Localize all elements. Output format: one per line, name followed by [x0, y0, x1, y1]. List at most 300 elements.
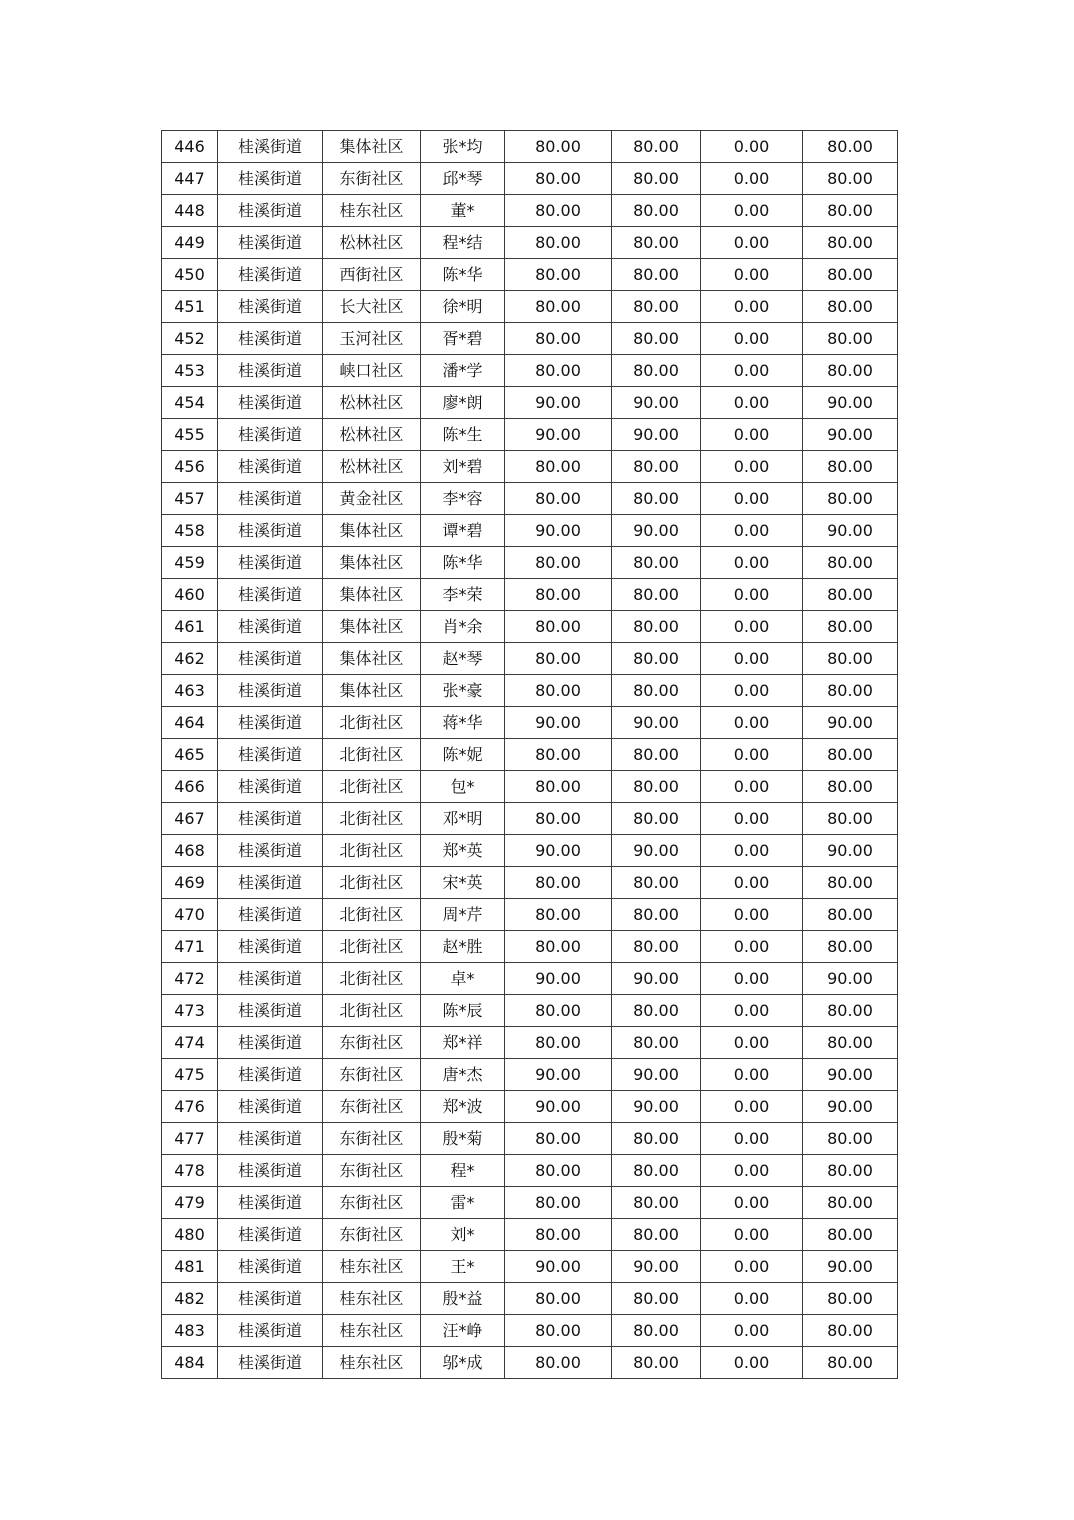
amount-1-cell: 80.00: [505, 259, 612, 291]
name-cell: 邱*琴: [421, 163, 505, 195]
amount-1-cell: 90.00: [505, 419, 612, 451]
amount-1-cell: 80.00: [505, 1123, 612, 1155]
name-cell: 陈*辰: [421, 995, 505, 1027]
serial-number-cell: 480: [162, 1219, 218, 1251]
amount-1-cell: 80.00: [505, 547, 612, 579]
amount-4-cell: 90.00: [803, 707, 898, 739]
street-cell: 桂溪街道: [218, 323, 323, 355]
amount-2-cell: 80.00: [612, 995, 701, 1027]
community-cell: 北街社区: [323, 739, 421, 771]
amount-2-cell: 80.00: [612, 1123, 701, 1155]
amount-3-cell: 0.00: [701, 1347, 803, 1379]
amount-4-cell: 80.00: [803, 1187, 898, 1219]
amount-2-cell: 90.00: [612, 707, 701, 739]
amount-2-cell: 80.00: [612, 547, 701, 579]
amount-3-cell: 0.00: [701, 355, 803, 387]
street-cell: 桂溪街道: [218, 451, 323, 483]
table-row: [162, 899, 898, 931]
table-row: [162, 291, 898, 323]
community-cell: 北街社区: [323, 963, 421, 995]
community-cell: 北街社区: [323, 867, 421, 899]
table-row: [162, 131, 898, 163]
community-cell: 长大社区: [323, 291, 421, 323]
street-cell: 桂溪街道: [218, 771, 323, 803]
name-cell: 郑*波: [421, 1091, 505, 1123]
table-row: [162, 1155, 898, 1187]
name-cell: 殷*菊: [421, 1123, 505, 1155]
amount-3-cell: 0.00: [701, 1283, 803, 1315]
table-row: [162, 515, 898, 547]
serial-number-cell: 460: [162, 579, 218, 611]
name-cell: 刘*: [421, 1219, 505, 1251]
amount-1-cell: 80.00: [505, 227, 612, 259]
street-cell: 桂溪街道: [218, 387, 323, 419]
amount-4-cell: 80.00: [803, 899, 898, 931]
amount-4-cell: 80.00: [803, 1315, 898, 1347]
amount-4-cell: 80.00: [803, 1155, 898, 1187]
name-cell: 谭*碧: [421, 515, 505, 547]
community-cell: 桂东社区: [323, 1283, 421, 1315]
amount-3-cell: 0.00: [701, 899, 803, 931]
amount-1-cell: 80.00: [505, 355, 612, 387]
community-cell: 北街社区: [323, 835, 421, 867]
community-cell: 东街社区: [323, 1219, 421, 1251]
community-cell: 集体社区: [323, 547, 421, 579]
amount-3-cell: 0.00: [701, 931, 803, 963]
name-cell: 陈*华: [421, 547, 505, 579]
amount-1-cell: 90.00: [505, 1091, 612, 1123]
amount-2-cell: 80.00: [612, 1155, 701, 1187]
table-row: [162, 803, 898, 835]
amount-3-cell: 0.00: [701, 547, 803, 579]
amount-3-cell: 0.00: [701, 1219, 803, 1251]
serial-number-cell: 467: [162, 803, 218, 835]
amount-4-cell: 80.00: [803, 323, 898, 355]
street-cell: 桂溪街道: [218, 1091, 323, 1123]
street-cell: 桂溪街道: [218, 1123, 323, 1155]
street-cell: 桂溪街道: [218, 835, 323, 867]
community-cell: 松林社区: [323, 419, 421, 451]
amount-3-cell: 0.00: [701, 579, 803, 611]
street-cell: 桂溪街道: [218, 515, 323, 547]
community-cell: 集体社区: [323, 611, 421, 643]
street-cell: 桂溪街道: [218, 163, 323, 195]
amount-1-cell: 80.00: [505, 995, 612, 1027]
name-cell: 雷*: [421, 1187, 505, 1219]
name-cell: 唐*杰: [421, 1059, 505, 1091]
community-cell: 桂东社区: [323, 195, 421, 227]
name-cell: 包*: [421, 771, 505, 803]
amount-2-cell: 90.00: [612, 1091, 701, 1123]
amount-2-cell: 80.00: [612, 1219, 701, 1251]
amount-2-cell: 80.00: [612, 227, 701, 259]
serial-number-cell: 468: [162, 835, 218, 867]
name-cell: 胥*碧: [421, 323, 505, 355]
community-cell: 峡口社区: [323, 355, 421, 387]
serial-number-cell: 477: [162, 1123, 218, 1155]
amount-3-cell: 0.00: [701, 1123, 803, 1155]
amount-1-cell: 80.00: [505, 1315, 612, 1347]
serial-number-cell: 465: [162, 739, 218, 771]
serial-number-cell: 479: [162, 1187, 218, 1219]
amount-2-cell: 80.00: [612, 1283, 701, 1315]
table-row: [162, 1347, 898, 1379]
amount-1-cell: 80.00: [505, 1347, 612, 1379]
serial-number-cell: 452: [162, 323, 218, 355]
serial-number-cell: 469: [162, 867, 218, 899]
amount-2-cell: 80.00: [612, 739, 701, 771]
name-cell: 程*结: [421, 227, 505, 259]
amount-2-cell: 80.00: [612, 163, 701, 195]
amount-4-cell: 90.00: [803, 1091, 898, 1123]
community-cell: 桂东社区: [323, 1251, 421, 1283]
amount-1-cell: 80.00: [505, 1283, 612, 1315]
amount-1-cell: 80.00: [505, 1219, 612, 1251]
amount-1-cell: 80.00: [505, 739, 612, 771]
name-cell: 肖*余: [421, 611, 505, 643]
amount-3-cell: 0.00: [701, 515, 803, 547]
amount-2-cell: 90.00: [612, 1059, 701, 1091]
serial-number-cell: 474: [162, 1027, 218, 1059]
amount-3-cell: 0.00: [701, 867, 803, 899]
street-cell: 桂溪街道: [218, 355, 323, 387]
amount-2-cell: 80.00: [612, 899, 701, 931]
street-cell: 桂溪街道: [218, 899, 323, 931]
amount-2-cell: 90.00: [612, 387, 701, 419]
name-cell: 赵*琴: [421, 643, 505, 675]
amount-3-cell: 0.00: [701, 291, 803, 323]
serial-number-cell: 476: [162, 1091, 218, 1123]
amount-3-cell: 0.00: [701, 483, 803, 515]
serial-number-cell: 464: [162, 707, 218, 739]
street-cell: 桂溪街道: [218, 1347, 323, 1379]
data-table: [161, 130, 898, 1379]
community-cell: 松林社区: [323, 387, 421, 419]
amount-4-cell: 80.00: [803, 867, 898, 899]
street-cell: 桂溪街道: [218, 1251, 323, 1283]
amount-3-cell: 0.00: [701, 835, 803, 867]
serial-number-cell: 470: [162, 899, 218, 931]
table-row: [162, 195, 898, 227]
name-cell: 周*芹: [421, 899, 505, 931]
street-cell: 桂溪街道: [218, 227, 323, 259]
amount-1-cell: 90.00: [505, 835, 612, 867]
amount-2-cell: 80.00: [612, 771, 701, 803]
amount-1-cell: 80.00: [505, 291, 612, 323]
amount-1-cell: 80.00: [505, 643, 612, 675]
community-cell: 黄金社区: [323, 483, 421, 515]
amount-4-cell: 80.00: [803, 771, 898, 803]
amount-2-cell: 80.00: [612, 675, 701, 707]
serial-number-cell: 475: [162, 1059, 218, 1091]
amount-4-cell: 80.00: [803, 1123, 898, 1155]
amount-3-cell: 0.00: [701, 803, 803, 835]
community-cell: 玉河社区: [323, 323, 421, 355]
amount-4-cell: 90.00: [803, 835, 898, 867]
amount-4-cell: 80.00: [803, 739, 898, 771]
community-cell: 东街社区: [323, 1027, 421, 1059]
community-cell: 北街社区: [323, 899, 421, 931]
amount-4-cell: 80.00: [803, 227, 898, 259]
street-cell: 桂溪街道: [218, 675, 323, 707]
amount-1-cell: 80.00: [505, 195, 612, 227]
street-cell: 桂溪街道: [218, 547, 323, 579]
amount-4-cell: 80.00: [803, 131, 898, 163]
street-cell: 桂溪街道: [218, 931, 323, 963]
name-cell: 陈*华: [421, 259, 505, 291]
street-cell: 桂溪街道: [218, 483, 323, 515]
name-cell: 徐*明: [421, 291, 505, 323]
serial-number-cell: 450: [162, 259, 218, 291]
name-cell: 刘*碧: [421, 451, 505, 483]
table-row: [162, 547, 898, 579]
community-cell: 集体社区: [323, 579, 421, 611]
table-row: [162, 867, 898, 899]
name-cell: 汪*峥: [421, 1315, 505, 1347]
name-cell: 程*: [421, 1155, 505, 1187]
street-cell: 桂溪街道: [218, 1059, 323, 1091]
amount-3-cell: 0.00: [701, 1091, 803, 1123]
amount-3-cell: 0.00: [701, 323, 803, 355]
serial-number-cell: 473: [162, 995, 218, 1027]
amount-2-cell: 80.00: [612, 579, 701, 611]
community-cell: 东街社区: [323, 1155, 421, 1187]
serial-number-cell: 484: [162, 1347, 218, 1379]
serial-number-cell: 478: [162, 1155, 218, 1187]
street-cell: 桂溪街道: [218, 579, 323, 611]
amount-4-cell: 80.00: [803, 1027, 898, 1059]
serial-number-cell: 471: [162, 931, 218, 963]
table-row: [162, 643, 898, 675]
table-row: [162, 163, 898, 195]
name-cell: 董*: [421, 195, 505, 227]
amount-3-cell: 0.00: [701, 259, 803, 291]
amount-3-cell: 0.00: [701, 643, 803, 675]
amount-3-cell: 0.00: [701, 675, 803, 707]
community-cell: 集体社区: [323, 675, 421, 707]
amount-1-cell: 90.00: [505, 1059, 612, 1091]
amount-4-cell: 90.00: [803, 963, 898, 995]
serial-number-cell: 455: [162, 419, 218, 451]
amount-4-cell: 80.00: [803, 451, 898, 483]
amount-3-cell: 0.00: [701, 1059, 803, 1091]
street-cell: 桂溪街道: [218, 259, 323, 291]
amount-4-cell: 90.00: [803, 419, 898, 451]
street-cell: 桂溪街道: [218, 963, 323, 995]
amount-3-cell: 0.00: [701, 611, 803, 643]
table-row: [162, 707, 898, 739]
amount-4-cell: 80.00: [803, 1347, 898, 1379]
amount-1-cell: 80.00: [505, 323, 612, 355]
amount-3-cell: 0.00: [701, 227, 803, 259]
table-row: [162, 1059, 898, 1091]
amount-1-cell: 80.00: [505, 899, 612, 931]
amount-1-cell: 90.00: [505, 707, 612, 739]
amount-1-cell: 80.00: [505, 1027, 612, 1059]
amount-3-cell: 0.00: [701, 451, 803, 483]
name-cell: 李*容: [421, 483, 505, 515]
table-row: [162, 1027, 898, 1059]
serial-number-cell: 481: [162, 1251, 218, 1283]
street-cell: 桂溪街道: [218, 291, 323, 323]
street-cell: 桂溪街道: [218, 867, 323, 899]
street-cell: 桂溪街道: [218, 739, 323, 771]
table-row: [162, 963, 898, 995]
amount-3-cell: 0.00: [701, 1155, 803, 1187]
amount-2-cell: 90.00: [612, 1251, 701, 1283]
amount-4-cell: 80.00: [803, 931, 898, 963]
table-row: [162, 579, 898, 611]
name-cell: 陈*妮: [421, 739, 505, 771]
table-row: [162, 675, 898, 707]
amount-3-cell: 0.00: [701, 1315, 803, 1347]
amount-2-cell: 80.00: [612, 195, 701, 227]
street-cell: 桂溪街道: [218, 707, 323, 739]
table-row: [162, 323, 898, 355]
serial-number-cell: 463: [162, 675, 218, 707]
amount-4-cell: 90.00: [803, 1059, 898, 1091]
amount-2-cell: 80.00: [612, 1187, 701, 1219]
amount-4-cell: 80.00: [803, 547, 898, 579]
amount-3-cell: 0.00: [701, 1251, 803, 1283]
amount-3-cell: 0.00: [701, 739, 803, 771]
serial-number-cell: 459: [162, 547, 218, 579]
table-body: [162, 131, 898, 1379]
amount-4-cell: 80.00: [803, 259, 898, 291]
amount-2-cell: 80.00: [612, 1347, 701, 1379]
community-cell: 桂东社区: [323, 1347, 421, 1379]
serial-number-cell: 454: [162, 387, 218, 419]
amount-1-cell: 90.00: [505, 1251, 612, 1283]
table-row: [162, 1187, 898, 1219]
community-cell: 北街社区: [323, 771, 421, 803]
amount-4-cell: 80.00: [803, 611, 898, 643]
serial-number-cell: 462: [162, 643, 218, 675]
amount-1-cell: 90.00: [505, 387, 612, 419]
amount-3-cell: 0.00: [701, 995, 803, 1027]
name-cell: 李*荣: [421, 579, 505, 611]
table-row: [162, 995, 898, 1027]
amount-2-cell: 80.00: [612, 451, 701, 483]
amount-1-cell: 80.00: [505, 803, 612, 835]
amount-1-cell: 80.00: [505, 611, 612, 643]
community-cell: 北街社区: [323, 707, 421, 739]
table-row: [162, 227, 898, 259]
community-cell: 松林社区: [323, 227, 421, 259]
serial-number-cell: 446: [162, 131, 218, 163]
community-cell: 北街社区: [323, 803, 421, 835]
name-cell: 张*豪: [421, 675, 505, 707]
amount-3-cell: 0.00: [701, 387, 803, 419]
serial-number-cell: 449: [162, 227, 218, 259]
name-cell: 殷*益: [421, 1283, 505, 1315]
amount-3-cell: 0.00: [701, 195, 803, 227]
amount-1-cell: 80.00: [505, 931, 612, 963]
street-cell: 桂溪街道: [218, 1155, 323, 1187]
street-cell: 桂溪街道: [218, 131, 323, 163]
serial-number-cell: 482: [162, 1283, 218, 1315]
amount-4-cell: 80.00: [803, 195, 898, 227]
serial-number-cell: 483: [162, 1315, 218, 1347]
amount-4-cell: 90.00: [803, 1251, 898, 1283]
amount-4-cell: 80.00: [803, 803, 898, 835]
amount-2-cell: 80.00: [612, 611, 701, 643]
community-cell: 东街社区: [323, 1091, 421, 1123]
community-cell: 集体社区: [323, 515, 421, 547]
amount-2-cell: 80.00: [612, 291, 701, 323]
table-row: [162, 611, 898, 643]
street-cell: 桂溪街道: [218, 419, 323, 451]
name-cell: 张*均: [421, 131, 505, 163]
name-cell: 潘*学: [421, 355, 505, 387]
table-row: [162, 419, 898, 451]
amount-3-cell: 0.00: [701, 1027, 803, 1059]
amount-4-cell: 80.00: [803, 483, 898, 515]
community-cell: 桂东社区: [323, 1315, 421, 1347]
community-cell: 北街社区: [323, 931, 421, 963]
amount-1-cell: 80.00: [505, 771, 612, 803]
name-cell: 邬*成: [421, 1347, 505, 1379]
amount-1-cell: 80.00: [505, 483, 612, 515]
amount-2-cell: 90.00: [612, 963, 701, 995]
street-cell: 桂溪街道: [218, 1315, 323, 1347]
amount-4-cell: 80.00: [803, 643, 898, 675]
name-cell: 赵*胜: [421, 931, 505, 963]
amount-4-cell: 80.00: [803, 675, 898, 707]
amount-2-cell: 80.00: [612, 1315, 701, 1347]
table-row: [162, 771, 898, 803]
name-cell: 邓*明: [421, 803, 505, 835]
amount-2-cell: 80.00: [612, 803, 701, 835]
amount-1-cell: 90.00: [505, 963, 612, 995]
serial-number-cell: 461: [162, 611, 218, 643]
amount-4-cell: 90.00: [803, 515, 898, 547]
street-cell: 桂溪街道: [218, 803, 323, 835]
name-cell: 蒋*华: [421, 707, 505, 739]
amount-2-cell: 80.00: [612, 259, 701, 291]
table-row: [162, 1091, 898, 1123]
amount-3-cell: 0.00: [701, 163, 803, 195]
amount-1-cell: 80.00: [505, 1155, 612, 1187]
amount-1-cell: 80.00: [505, 1187, 612, 1219]
amount-4-cell: 80.00: [803, 1283, 898, 1315]
table-row: [162, 1123, 898, 1155]
serial-number-cell: 456: [162, 451, 218, 483]
amount-2-cell: 80.00: [612, 483, 701, 515]
table-row: [162, 259, 898, 291]
table-row: [162, 483, 898, 515]
amount-2-cell: 80.00: [612, 1027, 701, 1059]
table-row: [162, 355, 898, 387]
amount-3-cell: 0.00: [701, 131, 803, 163]
amount-2-cell: 80.00: [612, 867, 701, 899]
name-cell: 陈*生: [421, 419, 505, 451]
name-cell: 郑*祥: [421, 1027, 505, 1059]
table-row: [162, 387, 898, 419]
community-cell: 东街社区: [323, 1059, 421, 1091]
amount-2-cell: 80.00: [612, 643, 701, 675]
table-row: [162, 1251, 898, 1283]
amount-3-cell: 0.00: [701, 419, 803, 451]
amount-3-cell: 0.00: [701, 707, 803, 739]
amount-1-cell: 80.00: [505, 131, 612, 163]
amount-3-cell: 0.00: [701, 963, 803, 995]
name-cell: 卓*: [421, 963, 505, 995]
serial-number-cell: 458: [162, 515, 218, 547]
table-row: [162, 931, 898, 963]
street-cell: 桂溪街道: [218, 1283, 323, 1315]
amount-2-cell: 80.00: [612, 323, 701, 355]
